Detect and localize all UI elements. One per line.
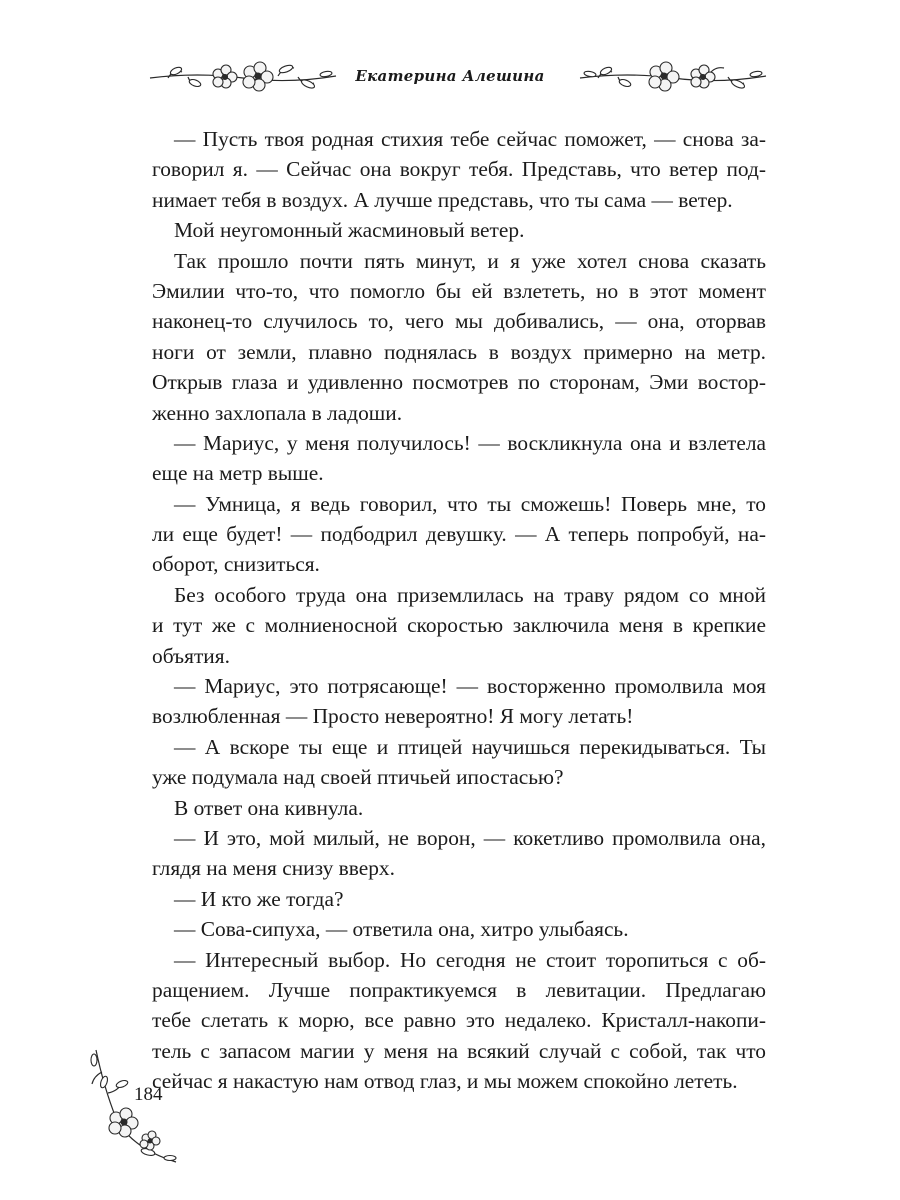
text-line: — Пусть твоя родная стихия тебе сейчас поможет, — снова за-	[174, 127, 766, 151]
text-line: — Сова-сипуха, — ответила она, хитро улыбаясь.	[174, 917, 629, 942]
page-body-text	[152, 124, 766, 1097]
text-line: женно захлопала в ладоши.	[152, 400, 403, 425]
text-line: нимает тебя в воздух. А лучше представь, что ты сама — ветер.	[152, 187, 733, 212]
floral-corner-ornament-icon	[86, 1048, 181, 1168]
text-line: — И это, мой милый, не ворон, — кокетливо промолвила она,	[174, 825, 766, 850]
text-line: уже подумала над своей птичьей ипостасью?	[152, 765, 564, 790]
text-line: ращением. Лучше попрактикуемся в левитации. Предлагаю	[152, 977, 766, 1002]
text-line: ли еще будет! — подбодрил девушку. — А теперь попробуй, на-	[152, 522, 766, 547]
paragraph	[152, 580, 766, 671]
text-line: В ответ она кивнула.	[174, 795, 364, 820]
paragraph	[152, 945, 766, 1097]
running-header	[0, 52, 900, 102]
paragraph	[152, 489, 766, 580]
paragraph	[152, 215, 766, 245]
paragraph	[152, 428, 766, 489]
text-line: Открыв глаза и удивленно посмотрев по сторонам, Эми востор-	[152, 370, 766, 395]
paragraph	[152, 823, 766, 884]
text-line: оборот, снизиться.	[152, 552, 320, 577]
text-line: тель с запасом магии у меня на всякий случай с собой, так что	[152, 1038, 766, 1063]
paragraph	[152, 732, 766, 793]
text-line: и тут же с молниеносной скоростью заключила меня в крепкие	[152, 613, 766, 638]
text-line: — Мариус, у меня получилось! — воскликнула она и взлетела	[174, 430, 766, 455]
paragraph	[152, 246, 766, 428]
paragraph	[152, 124, 766, 215]
paragraph	[152, 884, 766, 914]
floral-ornament-right-icon	[578, 52, 768, 102]
text-line: говорил я. — Сейчас она вокруг тебя. Представь, что ветер под-	[152, 157, 766, 182]
text-line: Мой неугомонный жасминовый ветер.	[174, 218, 525, 243]
text-line: — И кто же тогда?	[174, 886, 344, 911]
text-line: — Умница, я ведь говорил, что ты сможешь! Поверь мне, то	[174, 491, 766, 516]
text-line: — Интересный выбор. Но сегодня не стоит торопиться с об-	[174, 947, 766, 972]
page-number: 184	[134, 1084, 163, 1105]
text-line: глядя на меня снизу вверх.	[152, 856, 395, 881]
text-line: — Мариус, это потрясающе! — восторженно промолвила моя	[174, 674, 766, 699]
text-line: еще на метр выше.	[152, 461, 324, 486]
text-line: Без особого труда она приземлилась на траву рядом со мной	[174, 582, 766, 607]
text-line: возлюбленная — Просто невероятно! Я могу летать!	[152, 704, 634, 729]
text-line: наконец-то случилось то, чего мы добивались, — она, оторвав	[152, 309, 766, 334]
text-line: — А вскоре ты еще и птицей научишься перекидываться. Ты	[174, 734, 766, 759]
text-line: сейчас я накастую нам отвод глаз, и мы можем спокойно лететь.	[152, 1069, 738, 1094]
paragraph	[152, 671, 766, 732]
text-line: тебе слетать к морю, все равно это недалеко. Кристалл-накопи-	[152, 1008, 766, 1033]
text-line: Эмилии что-то, что помогло бы ей взлететь, но в этот момент	[152, 278, 766, 303]
paragraph	[152, 914, 766, 944]
text-line: объятия.	[152, 643, 230, 668]
text-line: ноги от земли, плавно поднялась в воздух примерно на метр.	[152, 339, 766, 364]
author-name: Екатерина Алешина	[355, 67, 545, 85]
paragraph	[152, 793, 766, 823]
text-line: Так прошло почти пять минут, и я уже хотел снова сказать	[174, 248, 766, 273]
